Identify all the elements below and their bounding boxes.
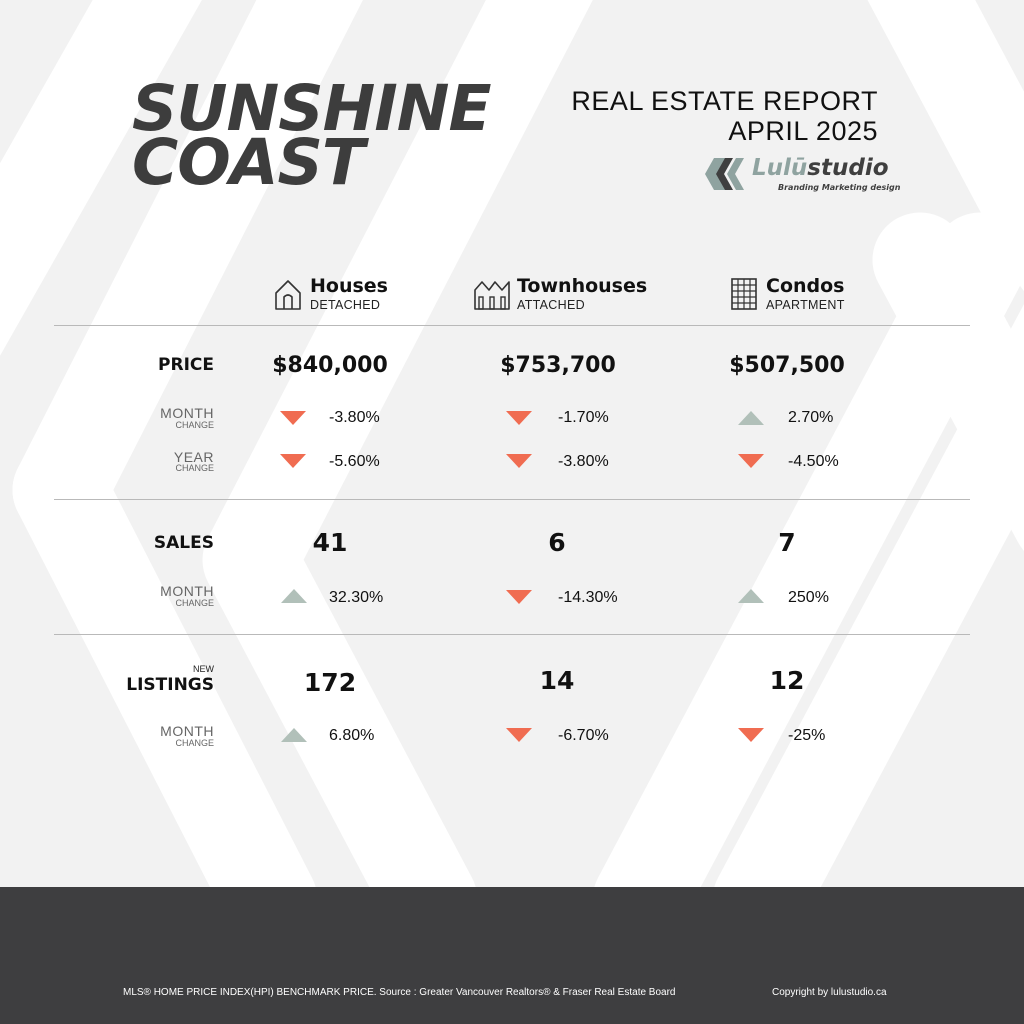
region-title-line1: SUNSHINE (132, 72, 491, 145)
label-listings: LISTINGS (126, 675, 214, 695)
column-houses-sub: DETACHED (310, 298, 381, 312)
down-arrow-icon (506, 728, 532, 742)
listings-townhouses: 14 (539, 666, 575, 695)
label-month: MONTH (160, 583, 214, 599)
footer-copyright: Copyright by lulustudio.ca (772, 987, 887, 998)
down-arrow-icon (280, 411, 306, 425)
label-change: CHANGE (175, 463, 214, 473)
label-sales: SALES (153, 533, 214, 553)
up-arrow-icon (281, 728, 307, 742)
price-month-change-townhouses: -1.70% (558, 409, 609, 426)
brand-tagline: Branding Marketing design (778, 183, 901, 192)
up-arrow-icon (281, 589, 307, 603)
down-arrow-icon (506, 590, 532, 604)
column-condos-name: Condos (766, 275, 845, 297)
house-icon (274, 279, 302, 311)
label-month: MONTH (160, 723, 214, 739)
townhouse-icon (473, 279, 511, 311)
label-change: CHANGE (175, 420, 214, 430)
column-condos-sub: APARTMENT (766, 298, 845, 312)
price-month-change-condos: 2.70% (788, 409, 834, 426)
price-year-change-condos: -4.50% (788, 453, 839, 470)
price-year-change-houses: -5.60% (329, 453, 380, 470)
label-price: PRICE (158, 355, 214, 375)
column-townhouses-name: Townhouses (517, 275, 648, 297)
down-arrow-icon (280, 454, 306, 468)
report-title: REAL ESTATE REPORT (571, 86, 878, 116)
label-listings-new: NEW (193, 664, 214, 674)
down-arrow-icon (506, 454, 532, 468)
sales-houses: 41 (312, 528, 348, 557)
divider-price (54, 499, 970, 500)
listings-month-change-houses: 6.80% (329, 727, 375, 744)
up-arrow-icon (738, 411, 764, 425)
column-houses-name: Houses (310, 275, 388, 297)
down-arrow-icon (738, 454, 764, 468)
sales-month-change-townhouses: -14.30% (558, 589, 618, 606)
listings-condos: 12 (769, 666, 805, 695)
price-townhouses: $753,700 (500, 353, 616, 378)
sales-month-change-condos: 250% (788, 589, 829, 606)
footer-bar (0, 887, 1024, 1024)
listings-month-change-townhouses: -6.70% (558, 727, 609, 744)
sales-condos: 7 (778, 528, 796, 557)
condo-building-icon (730, 277, 758, 311)
label-change: CHANGE (175, 598, 214, 608)
label-year: YEAR (173, 449, 214, 465)
sales-month-change-houses: 32.30% (329, 589, 384, 606)
price-condos: $507,500 (729, 353, 845, 378)
footer-source: MLS® HOME PRICE INDEX(HPI) BENCHMARK PRICE. Source : Greater Vancouver Realtors® & Fraser Real Estate Board (123, 987, 676, 998)
down-arrow-icon (506, 411, 532, 425)
price-houses: $840,000 (272, 353, 388, 378)
brand-logo-icon (705, 158, 745, 190)
divider-sales (54, 634, 970, 635)
down-arrow-icon (738, 728, 764, 742)
sales-townhouses: 6 (548, 528, 566, 557)
brand-name: Lulūstudio (752, 155, 889, 181)
label-month: MONTH (160, 405, 214, 421)
column-townhouses-sub: ATTACHED (517, 298, 585, 312)
region-title-line2: COAST (132, 126, 364, 199)
price-month-change-houses: -3.80% (329, 409, 380, 426)
label-change: CHANGE (175, 738, 214, 748)
listings-month-change-condos: -25% (788, 727, 826, 744)
up-arrow-icon (738, 589, 764, 603)
listings-houses: 172 (303, 668, 357, 697)
price-year-change-townhouses: -3.80% (558, 453, 609, 470)
divider-header (54, 325, 970, 326)
report-period: APRIL 2025 (728, 116, 878, 146)
